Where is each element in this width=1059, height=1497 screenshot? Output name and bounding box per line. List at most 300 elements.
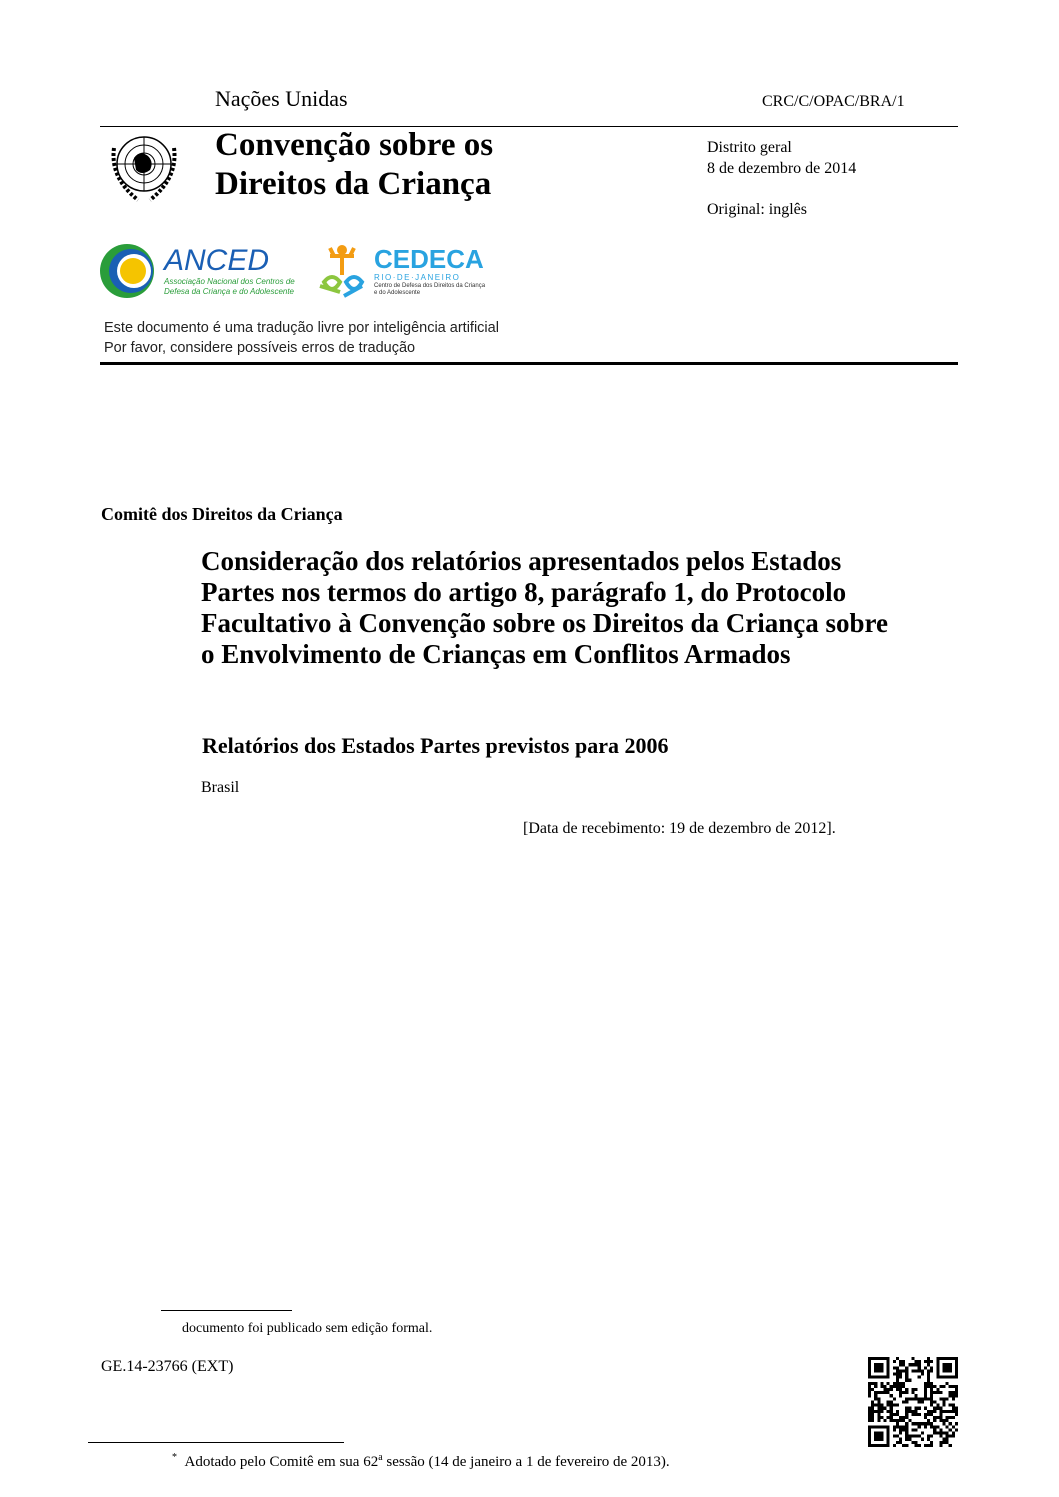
qr-module [896,1410,899,1413]
qr-module [905,1379,908,1382]
qr-module [915,1394,918,1397]
qr-module [942,1404,945,1407]
qr-module [896,1422,899,1425]
qr-module [946,1382,949,1385]
qr-module [927,1382,930,1385]
qr-module [880,1404,883,1407]
qr-module [871,1419,874,1422]
qr-module [918,1360,921,1363]
qr-module [868,1394,871,1397]
qr-module [899,1373,902,1376]
qr-module [893,1444,896,1447]
qr-module [918,1407,921,1410]
qr-module [933,1431,936,1434]
cedeca-emblem-icon [318,242,368,300]
qr-module [936,1391,939,1394]
qr-module [930,1391,933,1394]
qr-module [905,1413,908,1416]
qr-module [930,1388,933,1391]
qr-module [927,1397,930,1400]
distribution-info [707,137,856,179]
qr-module [930,1366,933,1369]
qr-module [952,1431,955,1434]
document-date: 8 de dezembro de 2014 [707,160,857,177]
qr-module [899,1385,902,1388]
qr-module [946,1435,949,1438]
qr-module [942,1397,945,1400]
qr-module [908,1397,911,1400]
qr-module [887,1416,890,1419]
qr-module [874,1382,877,1385]
qr-module [902,1425,905,1428]
qr-module [911,1363,914,1366]
qr-module [939,1410,942,1413]
qr-module [927,1360,930,1363]
qr-module [896,1366,899,1369]
anced-tagline-1: Associação Nacional dos Centros de [164,277,295,286]
qr-module [949,1391,952,1394]
qr-module [893,1366,896,1369]
qr-module [880,1382,883,1385]
title-line-2: Direitos da Criança [215,166,492,202]
disclaimer-line-1: Este documento é uma tradução livre por inteligência artificial [104,320,499,336]
qr-module [911,1410,914,1413]
qr-module [939,1444,942,1447]
qr-module [924,1366,927,1369]
qr-module [902,1400,905,1403]
qr-module [871,1404,874,1407]
qr-module [918,1369,921,1372]
qr-module [874,1404,877,1407]
qr-module [905,1410,908,1413]
qr-module [887,1400,890,1403]
qr-module [939,1385,942,1388]
qr-module [893,1425,896,1428]
qr-module [927,1438,930,1441]
qr-module [955,1422,958,1425]
qr-module [868,1416,871,1419]
qr-module [942,1400,945,1403]
qr-module [871,1407,874,1410]
original-language: Original: inglês [707,201,807,218]
cedeca-text [374,245,485,297]
qr-module [908,1410,911,1413]
qr-module [880,1410,883,1413]
committee-name: Comitê dos Direitos da Criança [101,504,343,524]
qr-finder-module [874,1431,883,1440]
qr-module [924,1444,927,1447]
qr-module [936,1425,939,1428]
qr-module [930,1422,933,1425]
qr-module [896,1373,899,1376]
qr-module [927,1422,930,1425]
qr-module [899,1425,902,1428]
footnote-text: Adotado pelo Comitê em sua 62 [184,1454,379,1470]
qr-module [887,1388,890,1391]
footnote-ordinal: a [378,1452,383,1463]
qr-module [921,1369,924,1372]
qr-module [918,1376,921,1379]
qr-module [949,1422,952,1425]
qr-module [952,1425,955,1428]
qr-module [902,1385,905,1388]
qr-module [915,1369,918,1372]
qr-module [936,1416,939,1419]
qr-module [905,1400,908,1403]
qr-module [874,1394,877,1397]
qr-module [924,1413,927,1416]
qr-module [946,1397,949,1400]
qr-module [946,1441,949,1444]
qr-module [930,1435,933,1438]
qr-module [924,1385,927,1388]
qr-module [905,1435,908,1438]
qr-module [905,1416,908,1419]
qr-module [890,1394,893,1397]
qr-module [896,1385,899,1388]
qr-module [952,1394,955,1397]
qr-module [930,1397,933,1400]
qr-module [911,1428,914,1431]
qr-module [946,1438,949,1441]
qr-module [890,1410,893,1413]
qr-module [933,1385,936,1388]
country: Brasil [201,779,240,796]
qr-module [877,1416,880,1419]
qr-module [930,1404,933,1407]
qr-module [899,1431,902,1434]
qr-module [880,1385,883,1388]
qr-module [918,1397,921,1400]
qr-module [952,1385,955,1388]
qr-module [927,1369,930,1372]
qr-module [930,1425,933,1428]
qr-module [927,1410,930,1413]
qr-module [868,1382,871,1385]
qr-module [930,1385,933,1388]
qr-module [868,1388,871,1391]
qr-module [896,1413,899,1416]
qr-module [877,1413,880,1416]
qr-code-icon [868,1357,958,1447]
translation-disclaimer [104,318,499,358]
qr-module [933,1407,936,1410]
qr-module [911,1391,914,1394]
qr-module [880,1416,883,1419]
qr-module [908,1438,911,1441]
qr-module [927,1385,930,1388]
qr-module [955,1388,958,1391]
qr-module [874,1385,877,1388]
qr-module [911,1413,914,1416]
qr-finder-module [942,1363,951,1372]
distribution: Distrito geral [707,139,792,156]
qr-module [896,1376,899,1379]
qr-module [930,1394,933,1397]
document-symbol: CRC/C/OPAC/BRA/1 [762,93,905,110]
qr-module [899,1438,902,1441]
qr-module [902,1369,905,1372]
cedeca-tagline-1: Centro de Defesa dos Direitos da Criança [374,283,486,289]
qr-module [949,1416,952,1419]
qr-module [887,1404,890,1407]
qr-module [899,1394,902,1397]
qr-module [868,1413,871,1416]
footnote-marker: * [172,1452,177,1463]
qr-module [939,1431,942,1434]
qr-module [896,1379,899,1382]
qr-module [899,1391,902,1394]
qr-module [946,1416,949,1419]
qr-module [877,1404,880,1407]
qr-module [939,1407,942,1410]
qr-module [930,1410,933,1413]
qr-module [887,1391,890,1394]
qr-module [899,1416,902,1419]
qr-module [899,1428,902,1431]
qr-module [911,1422,914,1425]
qr-module [905,1391,908,1394]
qr-module [905,1407,908,1410]
qr-module [890,1388,893,1391]
qr-module [890,1407,893,1410]
qr-module [890,1416,893,1419]
qr-module [942,1410,945,1413]
qr-module [884,1385,887,1388]
qr-module [905,1366,908,1369]
footnote-note: documento foi publicado sem edição formal. [182,1321,433,1336]
qr-module [946,1425,949,1428]
qr-module [933,1391,936,1394]
qr-module [924,1391,927,1394]
qr-module [911,1435,914,1438]
qr-module [887,1382,890,1385]
qr-module [949,1404,952,1407]
qr-module [905,1376,908,1379]
qr-module [868,1385,871,1388]
qr-module [908,1363,911,1366]
qr-module [896,1357,899,1360]
qr-module [955,1413,958,1416]
qr-module [939,1419,942,1422]
qr-module [902,1419,905,1422]
qr-module [949,1385,952,1388]
qr-module [911,1397,914,1400]
qr-module [918,1413,921,1416]
qr-module [952,1416,955,1419]
title-line-1: Convenção sobre os [215,127,494,163]
qr-module [955,1391,958,1394]
qr-module [949,1435,952,1438]
qr-module [890,1385,893,1388]
qr-module [933,1419,936,1422]
qr-module [893,1404,896,1407]
cedeca-subtitle: RIO·DE·JANEIRO [374,273,461,282]
qr-module [924,1360,927,1363]
anced-emblem-icon [100,242,158,300]
qr-module [871,1400,874,1403]
qr-module [893,1373,896,1376]
qr-module [924,1422,927,1425]
qr-module [949,1394,952,1397]
qr-module [924,1394,927,1397]
qr-module [927,1357,930,1360]
qr-module [952,1391,955,1394]
qr-module [921,1400,924,1403]
qr-module [936,1431,939,1434]
qr-module [949,1410,952,1413]
qr-module [911,1357,914,1360]
document-subheading: Relatórios dos Estados Partes previstos para 2006 [202,733,669,758]
qr-module [952,1410,955,1413]
qr-module [905,1397,908,1400]
qr-module [918,1366,921,1369]
qr-module [877,1407,880,1410]
qr-module [902,1416,905,1419]
qr-module [927,1376,930,1379]
qr-module [952,1435,955,1438]
qr-module [890,1400,893,1403]
qr-module [902,1360,905,1363]
qr-module [933,1428,936,1431]
qr-module [893,1397,896,1400]
qr-module [915,1435,918,1438]
qr-module [921,1422,924,1425]
qr-module [955,1410,958,1413]
qr-module [915,1407,918,1410]
qr-module [927,1363,930,1366]
qr-module [939,1428,942,1431]
qr-module [952,1404,955,1407]
qr-module [918,1444,921,1447]
qr-module [908,1419,911,1422]
document-heading: Consideração dos relatórios apresentados pelos Estados Partes nos termos do artigo 8, parágrafo 1, do Protocolo Facultativo à Convenção sobre os Direitos da Criança sobre o Envolvimento de Crianças em Conflitos Armados [201,546,888,669]
qr-module [899,1388,902,1391]
qr-module [927,1444,930,1447]
qr-module [921,1373,924,1376]
qr-module [896,1369,899,1372]
qr-module [949,1428,952,1431]
qr-module [915,1428,918,1431]
anced-tagline-2: Defesa da Criança e do Adolescente [164,287,295,296]
qr-module [887,1410,890,1413]
qr-module [899,1382,902,1385]
qr-module [890,1419,893,1422]
qr-module [949,1444,952,1447]
qr-module [933,1425,936,1428]
qr-module [939,1391,942,1394]
qr-module [884,1391,887,1394]
qr-module [871,1413,874,1416]
qr-module [896,1388,899,1391]
qr-module [874,1410,877,1413]
qr-module [899,1441,902,1444]
qr-module [896,1404,899,1407]
anced-logo [100,242,295,300]
qr-module [933,1410,936,1413]
qr-module [955,1385,958,1388]
qr-module [899,1360,902,1363]
qr-module [874,1391,877,1394]
qr-module [884,1407,887,1410]
qr-module [902,1428,905,1431]
qr-module [899,1376,902,1379]
qr-module [896,1425,899,1428]
cedeca-logo [318,242,485,300]
qr-module [890,1413,893,1416]
qr-module [905,1431,908,1434]
qr-module [915,1363,918,1366]
qr-module [915,1360,918,1363]
header-thick-divider [100,362,958,365]
qr-module [921,1397,924,1400]
qr-module [952,1397,955,1400]
footnote-divider-2 [88,1442,344,1443]
qr-module [939,1397,942,1400]
qr-module [930,1400,933,1403]
cedeca-wordmark: CEDECA [374,244,484,274]
qr-module [874,1397,877,1400]
qr-module [933,1416,936,1419]
qr-module [899,1419,902,1422]
qr-module [955,1428,958,1431]
footnote-divider [161,1310,292,1311]
qr-module [936,1404,939,1407]
qr-module [896,1441,899,1444]
qr-module [930,1444,933,1447]
qr-module [918,1425,921,1428]
qr-module [911,1388,914,1391]
qr-module [915,1397,918,1400]
anced-text [164,245,295,297]
qr-module [877,1419,880,1422]
qr-module [908,1435,911,1438]
qr-module [924,1382,927,1385]
qr-module [921,1438,924,1441]
qr-module [952,1407,955,1410]
qr-module [868,1410,871,1413]
qr-module [877,1410,880,1413]
qr-module [915,1422,918,1425]
qr-module [890,1404,893,1407]
qr-module [893,1435,896,1438]
qr-module [905,1388,908,1391]
qr-module [915,1444,918,1447]
qr-module [955,1394,958,1397]
qr-module [936,1407,939,1410]
qr-module [921,1431,924,1434]
qr-module [868,1419,871,1422]
qr-module [939,1441,942,1444]
qr-module [911,1441,914,1444]
qr-module [918,1363,921,1366]
qr-module [896,1419,899,1422]
qr-module [942,1438,945,1441]
footnote-text-end: sessão (14 de janeiro a 1 de fevereiro de 2013). [382,1454,670,1470]
anced-wordmark: ANCED [164,244,270,277]
qr-module [871,1388,874,1391]
qr-module [893,1382,896,1385]
qr-module [884,1388,887,1391]
qr-module [902,1391,905,1394]
qr-module [902,1382,905,1385]
qr-module [942,1419,945,1422]
qr-module [908,1379,911,1382]
qr-module [915,1413,918,1416]
qr-module [942,1431,945,1434]
qr-module [924,1388,927,1391]
qr-module [905,1425,908,1428]
